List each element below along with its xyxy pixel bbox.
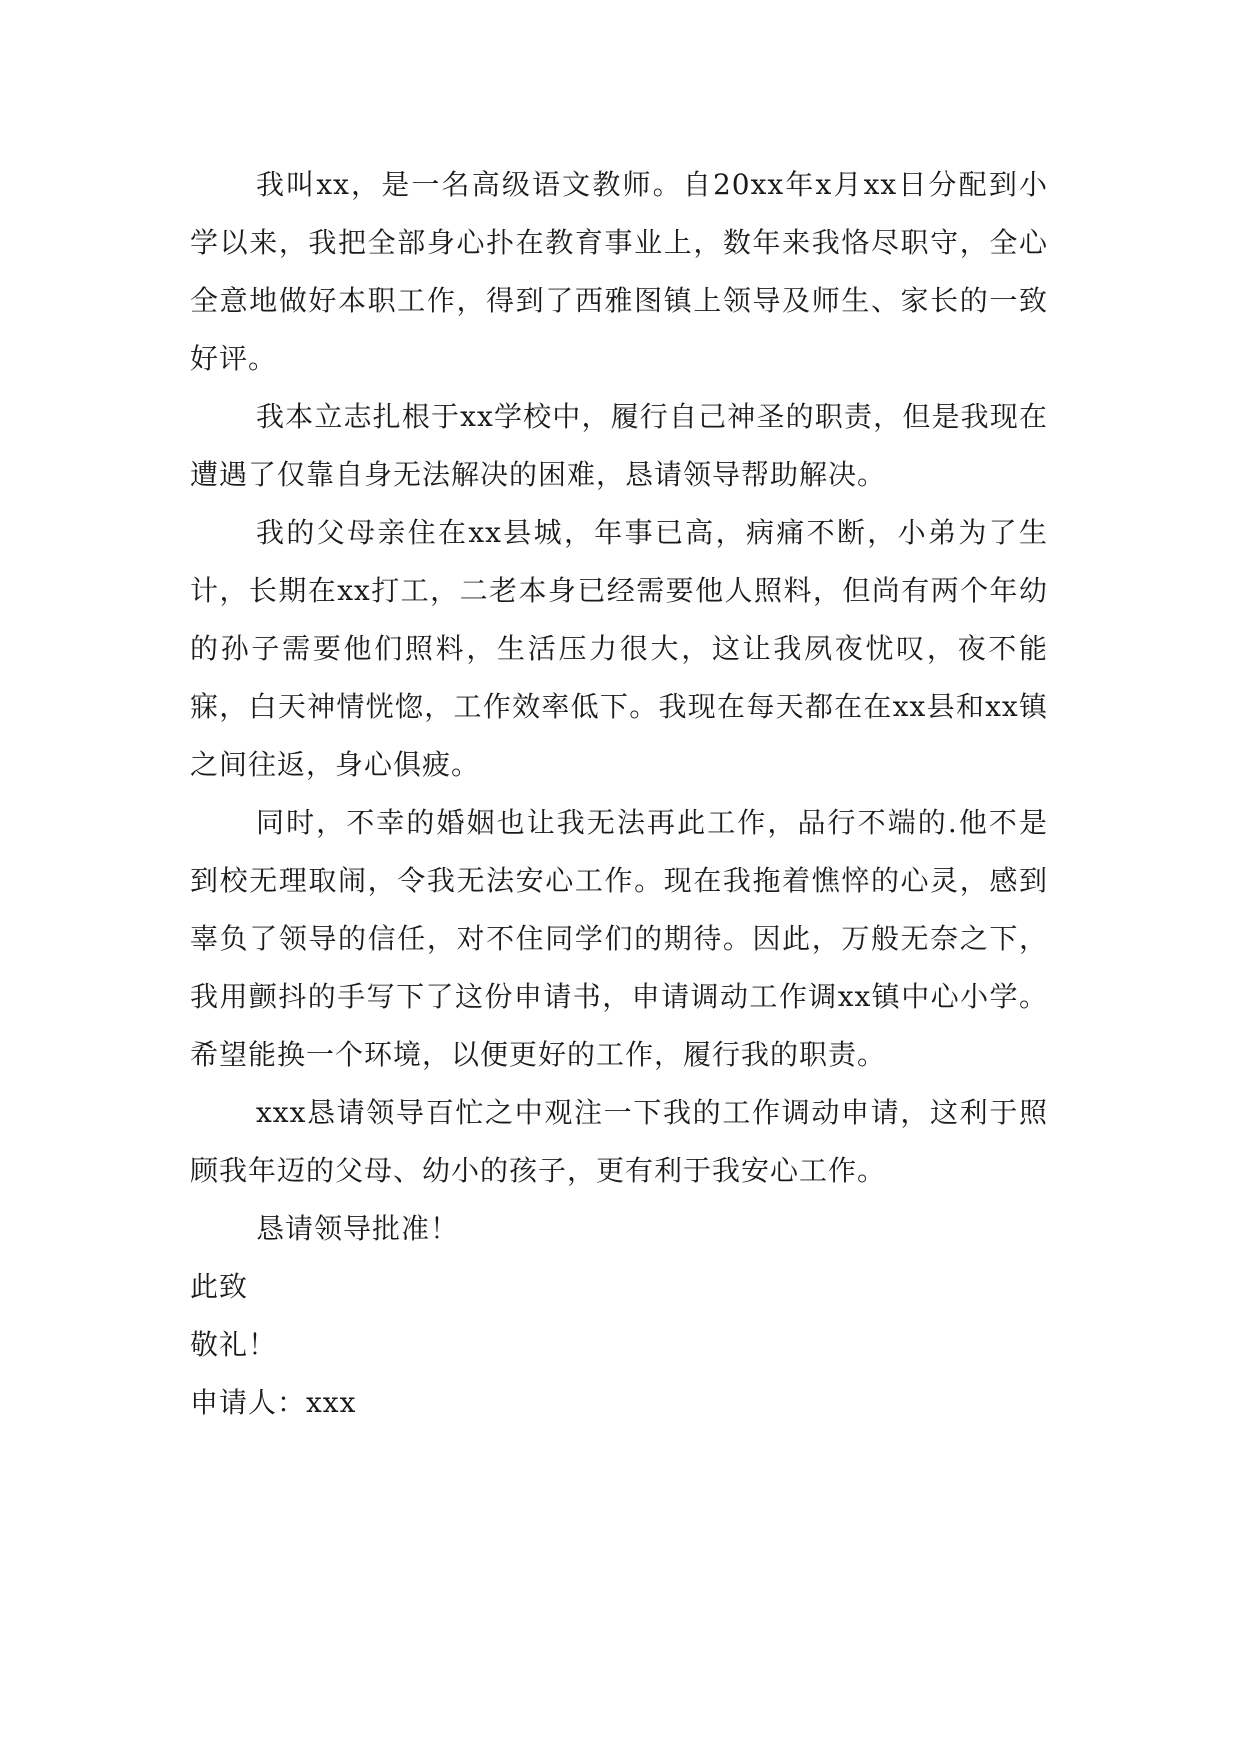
letter-body xyxy=(190,156,1048,1432)
salutation-line-1: 此致 xyxy=(190,1270,249,1303)
paragraph-introduction: 我叫xx，是一名高级语文教师。自20xx年x月xx日分配到小学以来，我把全部身心扑在教育事业上，数年来我恪尽职守，全心全意地做好本职工作，得到了西雅图镇上领导及师生、家长的一致好评。 xyxy=(190,168,1048,375)
paragraph-intent: 我本立志扎根于xx学校中，履行自己神圣的职责，但是我现在遭遇了仅靠自身无法解决的困难，恳请领导帮助解决。 xyxy=(190,400,1048,491)
request-line: 恳请领导批准！ xyxy=(256,1212,460,1245)
paragraph-request: xxx恳请领导百忙之中观注一下我的工作调动申请，这利于照顾我年迈的父母、幼小的孩子，更有利于我安心工作。 xyxy=(190,1096,1048,1187)
paragraph-marriage: 同时，不幸的婚姻也让我无法再此工作，品行不端的.他不是到校无理取闹，令我无法安心工作。现在我拖着憔悴的心灵，感到辜负了领导的信任，对不住同学们的期待。因此，万般无奈之下，我用颤抖的手写下了这份申请书，申请调动工作调xx镇中心小学。希望能换一个环境，以便更好的工作，履行我的职责。 xyxy=(190,806,1048,1071)
salutation-line-2: 敬礼！ xyxy=(190,1328,278,1361)
paragraph-family: 我的父母亲住在xx县城，年事已高，病痛不断，小弟为了生计，长期在xx打工，二老本身已经需要他人照料，但尚有两个年幼的孙子需要他们照料，生活压力很大，这让我夙夜忧叹，夜不能寐，白天神情恍惚，工作效率低下。我现在每天都在在xx县和xx镇之间往返，身心俱疲。 xyxy=(190,516,1048,781)
signature-line: 申请人：xxx xyxy=(190,1386,357,1419)
